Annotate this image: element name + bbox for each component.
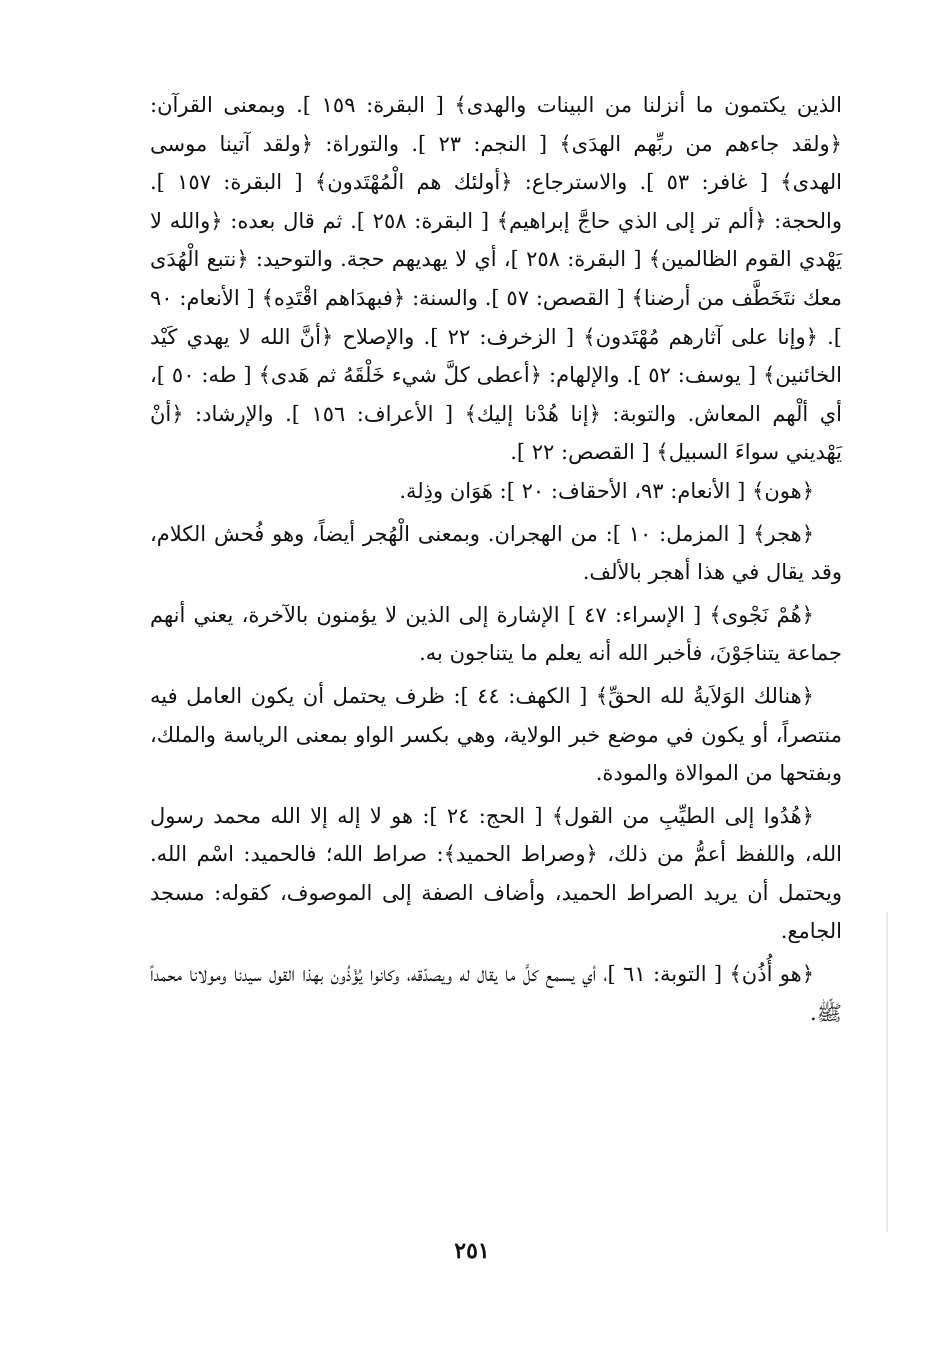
paragraph-udhun: ﴿هو أُذُن﴾ [ التوبة: ٦١ ]، أي يسمع كلَّ ما يقال له ويصدّقه، وكانوا يُؤْذُون بهذا القول سيدنا ومولانا محمداً ﷺ. [150, 962, 842, 1025]
paragraph-hajr: ﴿هجر﴾ [ المزمل: ١٠ ]: من الهجران. وبمعنى الْهُجر أيضاً، وهو فُحش الكلام، وقد يقال في هذا أهجر بالألف. [150, 521, 842, 585]
paragraph-hudu: ﴿هُدُوا إلى الطيِّبِ من القول﴾ [ الحج: ٢٤ ]: هو لا إله إلا الله محمد رسول الله، واللفظ أعمُّ من ذلك، ﴿وصراط الحميد﴾: صراط الله؛ فالحميد: اسْم الله. ويحتمل أن يريد الصراط الحميد، وأضاف الصفة إلى الموصوف، كقوله: مسجد الجامع. [150, 803, 842, 944]
paragraph-najwa: ﴿هُمْ نَجْوى﴾ [ الإسراء: ٤٧ ] الإشارة إلى الذين لا يؤمنون بالآخرة، يعني أنهم جماعة يتناجَوْنَ، فأخبر الله أنه يعلم ما يتناجون به. [150, 602, 842, 666]
page-number: ٢٥١ [454, 1238, 490, 1264]
paragraph-huda-meanings: الذين يكتمون ما أنزلنا من البينات والهدى﴾ [ البقرة: ١٥٩ ]. وبمعنى القرآن: ﴿ولقد جاءهم من ربِّهم الهدَى﴾ [ النجم: ٢٣ ]. والتوراة: ﴿ولقد آتينا موسى الهدى﴾ [ غافر: ٥٣ ]. والاسترجاع: ﴿أولئك هم الْمُهْتَدون﴾ [ البقرة: ١٥٧ ]. والحجة: ﴿ألم تر إلى الذي حاجَّ إبراهيم﴾ [ البقرة: ٢٥٨ ]. ثم قال بعده: ﴿والله لا يَهْدي القوم الظالمين﴾ [ البقرة: ٢٥٨ ]، أي لا يهديهم حجة. والتوحيد: ﴿نتبع الْهُدَى معك نتَخَطَّف من أرضنا﴾ [ القصص: ٥٧ ]. والسنة: ﴿فبهدَاهم اقْتَدِه﴾ [ الأنعام: ٩٠ ]. ﴿وإنا على آثارهم مُهْتَدون﴾ [ الزخرف: ٢٢ ]. والإصلاح ﴿أنَّ الله لا يهدي كَيْد الخائنين﴾ [ يوسف: ٥٢ ]. والإلهام: ﴿أعطى كلَّ شيء خَلْقَهُ ثم هَدى﴾ [ طه: ٥٠ ]، أي ألْهم المعاش. والتوبة: ﴿إنا هُدْنا إليك﴾ [ الأعراف: ١٥٦ ]. والإرشاد: ﴿أنْ يَهْديني سواءَ السبيل﴾ [ القصص: ٢٢ ]. [150, 93, 843, 465]
page-body-text [150, 86, 842, 1032]
margin-scan-line [886, 912, 888, 1232]
paragraph-hawn: ﴿هون﴾ [ الأنعام: ٩٣، الأحقاف: ٢٠ ]: هَوَان وذِلة. [399, 478, 814, 503]
paragraph-walaya: ﴿هنالك الوَلاَيةُ لله الحقِّ﴾ [ الكهف: ٤٤ ]: ظرف يحتمل أن يكون العامل فيه منتصراً، أو يكون في موضع خبر الولاية، وهي بكسر الواو بمعنى الرياسة والملك، وبفتحها من الموالاة والمودة. [150, 683, 842, 786]
